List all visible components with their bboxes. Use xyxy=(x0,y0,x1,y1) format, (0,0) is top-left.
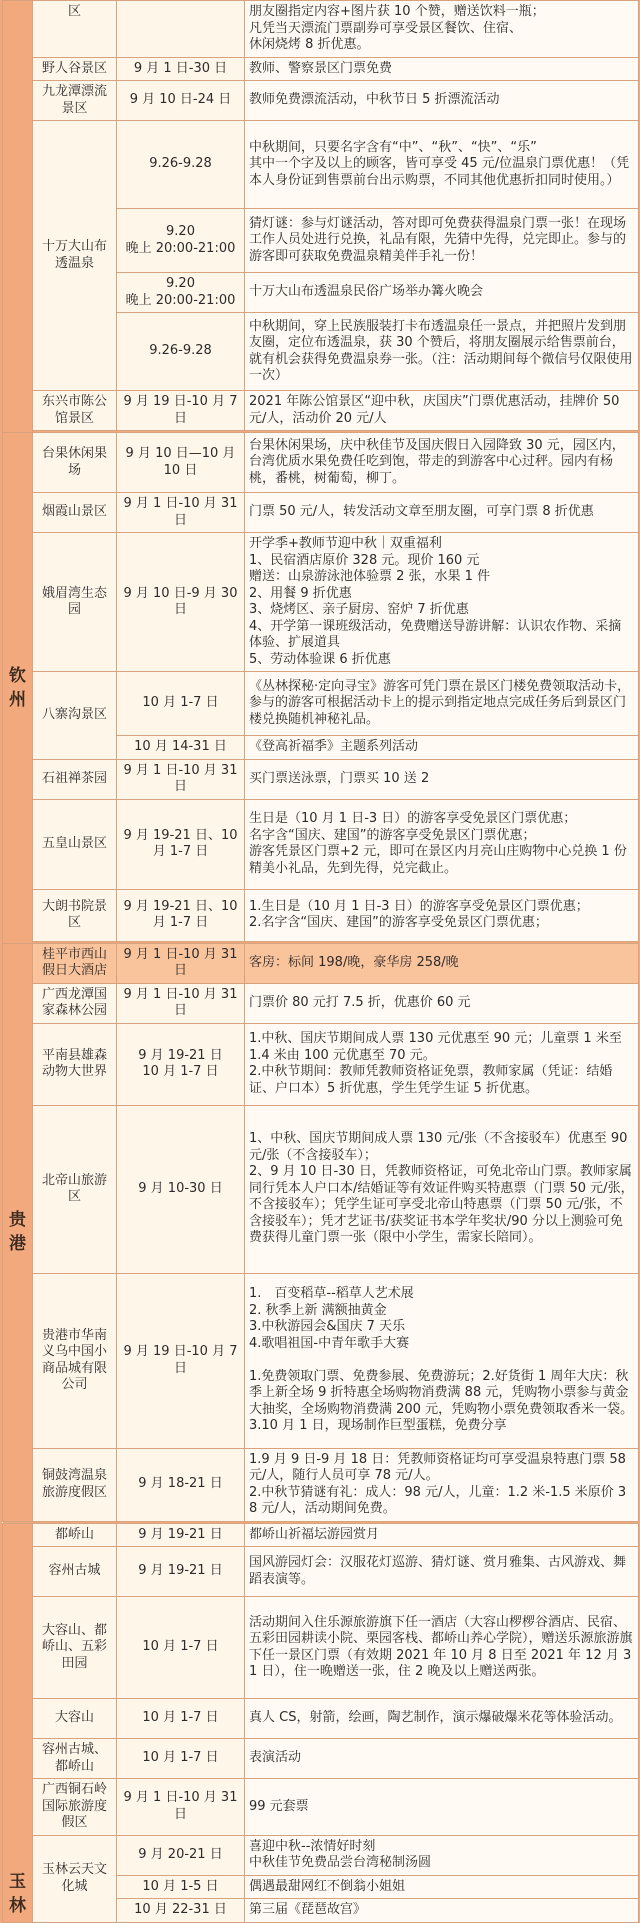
scenic-name: 桂平市西山假日大酒店 xyxy=(33,943,117,983)
scenic-name: 娥眉湾生态园 xyxy=(33,533,117,672)
activity-desc: 《丛林探秘·定向寻宝》游客可凭门票在景区门楼免费领取活动卡，参与的游客可根据活动卡上的提示到指定地点完成任务后到景区门楼兑换随机神秘礼品。 xyxy=(245,672,639,736)
scenic-name: 都峤山 xyxy=(33,1523,117,1547)
activity-desc: 99 元套票 xyxy=(245,1779,639,1836)
scenic-name: 野人谷景区 xyxy=(33,57,117,81)
table-row xyxy=(3,983,639,1023)
activity-date: 9 月 19-21 日 xyxy=(117,1547,245,1597)
activity-date: 9 月 19-21 日 10 月 1-7 日 xyxy=(117,1023,245,1105)
scenic-name: 广西铜石岭国际旅游度假区 xyxy=(33,1779,117,1836)
activity-date xyxy=(117,1,245,58)
activity-desc: 1. 百变稻草--稻草人艺术展 2. 秋季上新 满额抽黄金 3.中秋游园会&国庆 7 天乐 4.歌唱祖国-中青年歌手大赛 1.免费领取门票、免费参展、免费游玩；2.好货街 1 周年大庆：秋季上新全场 9 折特惠全场购物消费满 88 元，凭购物小票参与黄金大抽奖，全场购物消费满 200 元，凭购物小票免费领取香米一袋。3.10 月 1 日，现场制作巨型蛋糕，免费分享 xyxy=(245,1273,639,1448)
table-row xyxy=(3,493,639,533)
activity-date: 9 月 19-21 日 xyxy=(117,1523,245,1547)
activity-desc: 教师、警察景区门票免费 xyxy=(245,57,639,81)
table-row xyxy=(3,1273,639,1448)
activity-date: 9 月 19 日-10 月 7 日 xyxy=(117,1273,245,1448)
scenic-name: 贵港市华南义乌中国小商品城有限公司 xyxy=(33,1273,117,1448)
scenic-name: 玉林云天文化城 xyxy=(33,1835,117,1922)
activity-desc: 中秋期间，穿上民族服装打卡布透温泉任一景点，并把照片发到朋友圈，定位布透温泉，获 30 个赞后，将朋友圈展示给售票前台，就有机会获得免费温泉券一张。（注：活动期间每个微信号仅限使用一次） xyxy=(245,313,639,391)
activity-date: 9 月 10-30 日 xyxy=(117,1105,245,1273)
scenic-name: 五皇山景区 xyxy=(33,799,117,889)
table-row xyxy=(3,889,639,941)
scenic-name: 大容山、都峤山、五彩田园 xyxy=(33,1597,117,1699)
activity-desc: 猜灯谜：参与灯谜活动，答对即可免费获得温泉门票一张！在现场工作人员处进行兑换，礼品有限，先猜中先得，兑完即止。参与的游客即可获取免费温泉精美伴手礼一份！ xyxy=(245,209,639,273)
scenic-name: 北帝山旅游区 xyxy=(33,1105,117,1273)
table-row xyxy=(3,1597,639,1699)
activity-desc: 1.中秋、国庆节期间成人票 130 元优惠至 90 元；儿童票 1 米至 1.4 米由 100 元优惠至 70 元。 2.中秋节期间：教师凭教师资格证免票，教师家属（凭证：结婚证、户口本）5 折优惠，学生凭学生证 5 折优惠。 xyxy=(245,1023,639,1105)
table-row xyxy=(3,1523,639,1547)
activity-desc: 活动期间入住乐源旅游旗下任一酒店（大容山椤椤谷酒店、民宿、五彩田园耕读小院、栗园客栈、都峤山养心学院），赠送乐源旅游旗下任一景区门票（有效期 2021 年 10 月 8 日至 2021 年 12 月 31 日），住一晚赠送一张，住 2 晚及以上赠送两张。 xyxy=(245,1597,639,1699)
activity-date: 9 月 1 日-10 月 31 日 xyxy=(117,943,245,983)
activity-desc: 门票价 80 元打 7.5 折，优惠价 60 元 xyxy=(245,983,639,1023)
activity-date: 10 月 1-7 日 xyxy=(117,1699,245,1739)
table-row xyxy=(3,1105,639,1273)
activity-desc: 门票 50 元/人，转发活动文章至朋友圈，可享门票 8 折优惠 xyxy=(245,493,639,533)
activity-desc: 第三届《琵琶故宫》 xyxy=(245,1899,639,1923)
activity-date: 9 月 10 日-24 日 xyxy=(117,81,245,121)
activity-desc: 客房：标间 198/晚，豪华房 258/晚 xyxy=(245,943,639,983)
table-row xyxy=(3,1448,639,1521)
activity-date: 9 月 1 日-10 月 31 日 xyxy=(117,983,245,1023)
activity-desc: 中秋期间，只要名字含有“中”、“秋”、“快”、“乐” 其中一个字及以上的顾客，皆可享受 45 元/位温泉门票优惠！（凭本人身份证到售票前台出示购票，不同其他优惠折扣同时使用。） xyxy=(245,121,639,209)
scenic-name: 大容山 xyxy=(33,1699,117,1739)
scenic-name: 平南县雄森动物大世界 xyxy=(33,1023,117,1105)
scenic-name: 广西龙潭国家森林公园 xyxy=(33,983,117,1023)
scenic-name: 烟霞山景区 xyxy=(33,493,117,533)
scenic-name: 石祖禅茶园 xyxy=(33,759,117,799)
activity-date: 9 月 1 日-10 月 31 日 xyxy=(117,1779,245,1836)
scenic-name: 区 xyxy=(33,1,117,58)
table-row xyxy=(3,1023,639,1105)
activity-desc: 1.9 月 9 日-9 月 18 日：凭教师资格证均可享受温泉特惠门票 58 元/人，随行人员可享 78 元/人。 2.中秋节猜谜有礼：成人：98 元/人，儿童：1.2 米-1.5 米原价 38 元/人，活动期间免费。 xyxy=(245,1448,639,1521)
activity-desc: 1.生日是（10 月 1 日-3 日）的游客享受免景区门票优惠； 2.名字含“国庆、建国”的游客享受免景区门票优惠； xyxy=(245,889,639,941)
city-cell-top xyxy=(3,1,33,433)
table-row xyxy=(3,81,639,121)
scenic-name: 十万大山布透温泉 xyxy=(33,121,117,391)
scenic-name: 八寨沟景区 xyxy=(33,672,117,760)
activity-desc: 朋友圈指定内容+图片获 10 个赞，赠送饮料一瓶； 凡凭当天漂流门票副券可享受景区餐饮、住宿、 休闲烧烤 8 折优惠。 xyxy=(245,1,639,58)
activity-desc: 都峤山祈福坛游园赏月 xyxy=(245,1523,639,1547)
activity-date: 9 月 18-21 日 xyxy=(117,1448,245,1521)
activity-desc: 喜迎中秋--浓情好时刻 中秋佳节免费品尝台湾秘制汤圆 xyxy=(245,1835,639,1875)
scenic-name: 九龙潭漂流景区 xyxy=(33,81,117,121)
scenic-name: 东兴市陈公馆景区 xyxy=(33,391,117,431)
activity-desc: 1、中秋、国庆节期间成人票 130 元/张（不含接驳车）优惠至 90 元/张（不含接驳车）； 2、9 月 10 日-30 日，凭教师资格证，可免北帝山门票。教师家属同行凭本人户口本/结婚证等有效证件购买特惠票（门票 50 元/张，不含接驳车）；凭学生证可享受北帝山特惠票（门票 50 元/张，不含接驳车）；凭才艺证书/获奖证书本学年奖状/90 分以上测验可免费获得儿童门票一张（限中小学生，需家长陪同）。 xyxy=(245,1105,639,1273)
promotion-table-sheet xyxy=(2,0,638,1917)
activity-desc: 真人 CS，射箭，绘画，陶艺制作，演示爆破爆米花等体验活动。 xyxy=(245,1699,639,1739)
activity-date: 9 月 20-21 日 xyxy=(117,1835,245,1875)
activity-date: 9 月 19-21 日、10 月 1-7 日 xyxy=(117,799,245,889)
scenic-name: 大朗书院景区 xyxy=(33,889,117,941)
table-row xyxy=(3,57,639,81)
activity-date: 10 月 1-7 日 xyxy=(117,1597,245,1699)
table-row xyxy=(3,799,639,889)
table-row xyxy=(3,1739,639,1779)
activity-desc: 偶遇最甜网红不倒翁小姐姐 xyxy=(245,1875,639,1899)
activity-date: 9 月 1 日-10 月 31 日 xyxy=(117,493,245,533)
activity-date: 9.20 晚上 20:00-21:00 xyxy=(117,209,245,273)
table-row xyxy=(3,759,639,799)
activity-date: 9 月 10 日-9 月 30 日 xyxy=(117,533,245,672)
table-row xyxy=(3,943,639,983)
activity-date: 9.26-9.28 xyxy=(117,313,245,391)
table-row xyxy=(3,1835,639,1875)
activity-date: 9 月 1 日-30 日 xyxy=(117,57,245,81)
activity-desc: 十万大山布透温泉民俗广场举办篝火晚会 xyxy=(245,273,639,313)
activity-date: 9 月 1 日-10 月 31 日 xyxy=(117,759,245,799)
activity-date: 9 月 19-21 日、10 月 1-7 日 xyxy=(117,889,245,941)
activity-date: 9.26-9.28 xyxy=(117,121,245,209)
activity-date: 10 月 22-31 日 xyxy=(117,1899,245,1923)
table-row xyxy=(3,121,639,209)
activity-desc: 买门票送泳票，门票买 10 送 2 xyxy=(245,759,639,799)
activity-date: 9.20 晚上 20:00-21:00 xyxy=(117,273,245,313)
activity-date: 10 月 1-5 日 xyxy=(117,1875,245,1899)
scenic-name: 铜鼓湾温泉旅游度假区 xyxy=(33,1448,117,1521)
activity-date: 10 月 1-7 日 xyxy=(117,1739,245,1779)
activity-desc: 开学季+教师节迎中秋｜双重福利 1、民宿酒店原价 328 元。现价 160 元 赠送：山泉游泳池体验票 2 张，水果 1 件 2、用餐 9 折优惠 3、烧烤区、亲子厨房、窑炉 7 折优惠 4、开学第一课班级活动，免费赠送导游讲解：认识农作物、采摘体验、扩展道具 5、劳动体验课 6 折优惠 xyxy=(245,533,639,672)
scenic-name: 容州古城、都峤山 xyxy=(33,1739,117,1779)
city-cell-qinzhou: 钦 州 xyxy=(3,433,33,944)
table-row xyxy=(3,1,639,58)
activity-desc: 2021 年陈公馆景区“迎中秋，庆国庆”门票优惠活动，挂牌价 50 元/人，活动价 20 元/人 xyxy=(245,391,639,431)
scenic-name: 容州古城 xyxy=(33,1547,117,1597)
table-row xyxy=(3,1547,639,1597)
activity-date: 9 月 10 日—10 月 10 日 xyxy=(117,433,245,493)
activity-desc: 表演活动 xyxy=(245,1739,639,1779)
activity-desc: 台果休闲果场，庆中秋佳节及国庆假日入园降致 30 元，园区内，台湾优质水果免费任吃到饱，带走的到游客中心过秤。园内有杨桃，番桃，树葡萄，柳丁。 xyxy=(245,433,639,493)
activity-desc: 国风游园灯会：汉服花灯巡游、猜灯谜、赏月雅集、古风游戏、舞蹈表演等。 xyxy=(245,1547,639,1597)
table-row xyxy=(3,1779,639,1836)
promotion-table xyxy=(2,0,639,1923)
table-row xyxy=(3,433,639,493)
activity-desc: 教师免费漂流活动，中秋节日 5 折漂流活动 xyxy=(245,81,639,121)
city-cell-yulin: 玉 林 xyxy=(3,1523,33,1922)
scenic-name: 台果休闲果场 xyxy=(33,433,117,493)
activity-desc: 《登高祈福季》主题系列活动 xyxy=(245,736,639,760)
table-row xyxy=(3,672,639,736)
activity-desc: 生日是（10 月 1 日-3 日）的游客享受免景区门票优惠； 名字含“国庆、建国”的游客享受免景区门票优惠； 游客凭景区门票+2 元，即可在景区内月亮山庄购物中心兑换 1 份精美小礼品，先到先得，兑完截止。 xyxy=(245,799,639,889)
table-row xyxy=(3,391,639,431)
table-row xyxy=(3,1699,639,1739)
activity-date: 10 月 14-31 日 xyxy=(117,736,245,760)
city-cell-guigang: 贵 港 xyxy=(3,943,33,1521)
activity-date: 9 月 19 日-10 月 7 日 xyxy=(117,391,245,431)
table-row xyxy=(3,533,639,672)
activity-date: 10 月 1-7 日 xyxy=(117,672,245,736)
